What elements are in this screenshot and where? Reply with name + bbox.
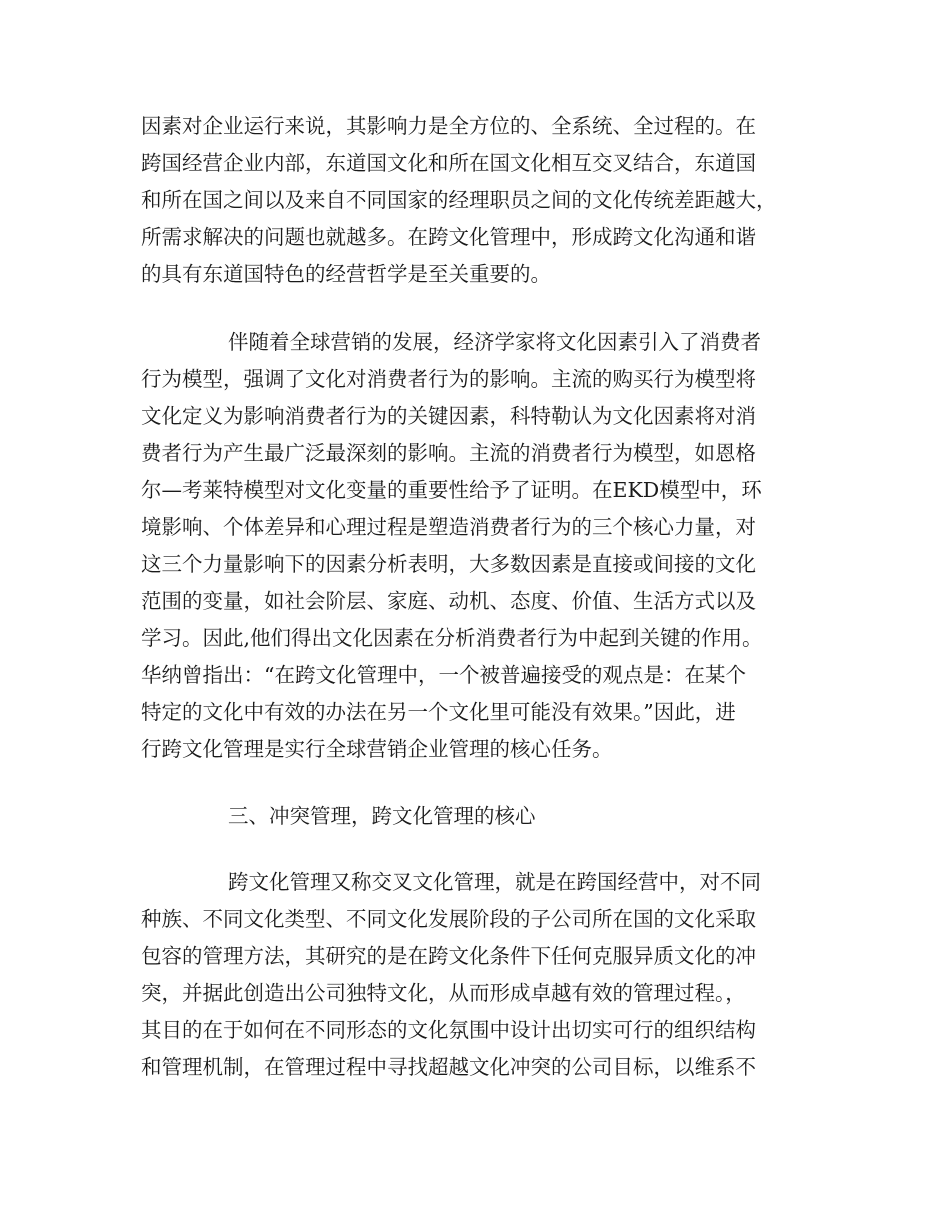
paragraph-2-line-3: 文化定义为影响消费者行为的关键因素，科特勒认为文化因素将对消	[141, 404, 756, 428]
paragraph-3-line-1: 跨文化管理又称交叉文化管理，就是在跨国经营中，对不同	[228, 870, 761, 894]
paragraph-2-line-4: 费者行为产生最广泛最深刻的影响。主流的消费者行为模型，如恩格	[141, 441, 756, 465]
paragraph-2-line-6: 境影响、个体差异和心理过程是塑造消费者行为的三个核心力量，对	[141, 515, 756, 539]
paragraph-2-line-7: 这三个力量影响下的因素分析表明，大多数因素是直接或间接的文化	[141, 552, 756, 576]
paragraph-2-line-2: 行为模型，强调了文化对消费者行为的影响。主流的购买行为模型将	[141, 367, 756, 391]
paragraph-2-line-12: 行跨文化管理是实行全球营销企业管理的核心任务。	[141, 737, 613, 761]
paragraph-1-line-2: 跨国经营企业内部，东道国文化和所在国文化相互交叉结合，东道国	[141, 151, 756, 175]
section-heading: 三、冲突管理，跨文化管理的核心	[228, 804, 536, 828]
paragraph-2-line-11: 特定的文化中有效的办法在另一个文化里可能没有效果。”因此，进	[141, 700, 736, 724]
paragraph-2-line-1: 伴随着全球营销的发展，经济学家将文化因素引入了消费者	[228, 330, 761, 354]
paragraph-3-line-5: 其目的在于如何在不同形态的文化氛围中设计出切实可行的组织结构	[141, 1018, 756, 1042]
paragraph-2-line-5: 尔—考莱特模型对文化变量的重要性给予了证明。在EKD模型中，环	[141, 478, 762, 502]
paragraph-3-line-6: 和管理机制，在管理过程中寻找超越文化冲突的公司目标，以维系不	[141, 1055, 756, 1079]
paragraph-2-line-9: 学习。因此,他们得出文化因素在分析消费者行为中起到关键的作用。	[141, 626, 763, 650]
paragraph-3-line-4: 突，并据此创造出公司独特文化，从而形成卓越有效的管理过程。，	[141, 981, 746, 1005]
paragraph-3-line-2: 种族、不同文化类型、不同文化发展阶段的子公司所在国的文化采取	[141, 907, 756, 931]
paragraph-3-line-3: 包容的管理方法，其研究的是在跨文化条件下任何克服异质文化的冲	[141, 944, 756, 968]
paragraph-1-line-3: 和所在国之间以及来自不同国家的经理职员之间的文化传统差距越大，	[141, 188, 777, 212]
paragraph-2-line-10: 华纳曾指出：“在跨文化管理中，一个被普遍接受的观点是：在某个	[141, 663, 746, 687]
paragraph-1-line-4: 所需求解决的问题也就越多。在跨文化管理中，形成跨文化沟通和谐	[141, 225, 756, 249]
paragraph-1-line-1: 因素对企业运行来说，其影响力是全方位的、全系统、全过程的。在	[141, 114, 756, 138]
paragraph-1-line-5: 的具有东道国特色的经营哲学是至关重要的。	[141, 262, 551, 286]
paragraph-2-line-8: 范围的变量，如社会阶层、家庭、动机、态度、价值、生活方式以及	[141, 589, 756, 613]
